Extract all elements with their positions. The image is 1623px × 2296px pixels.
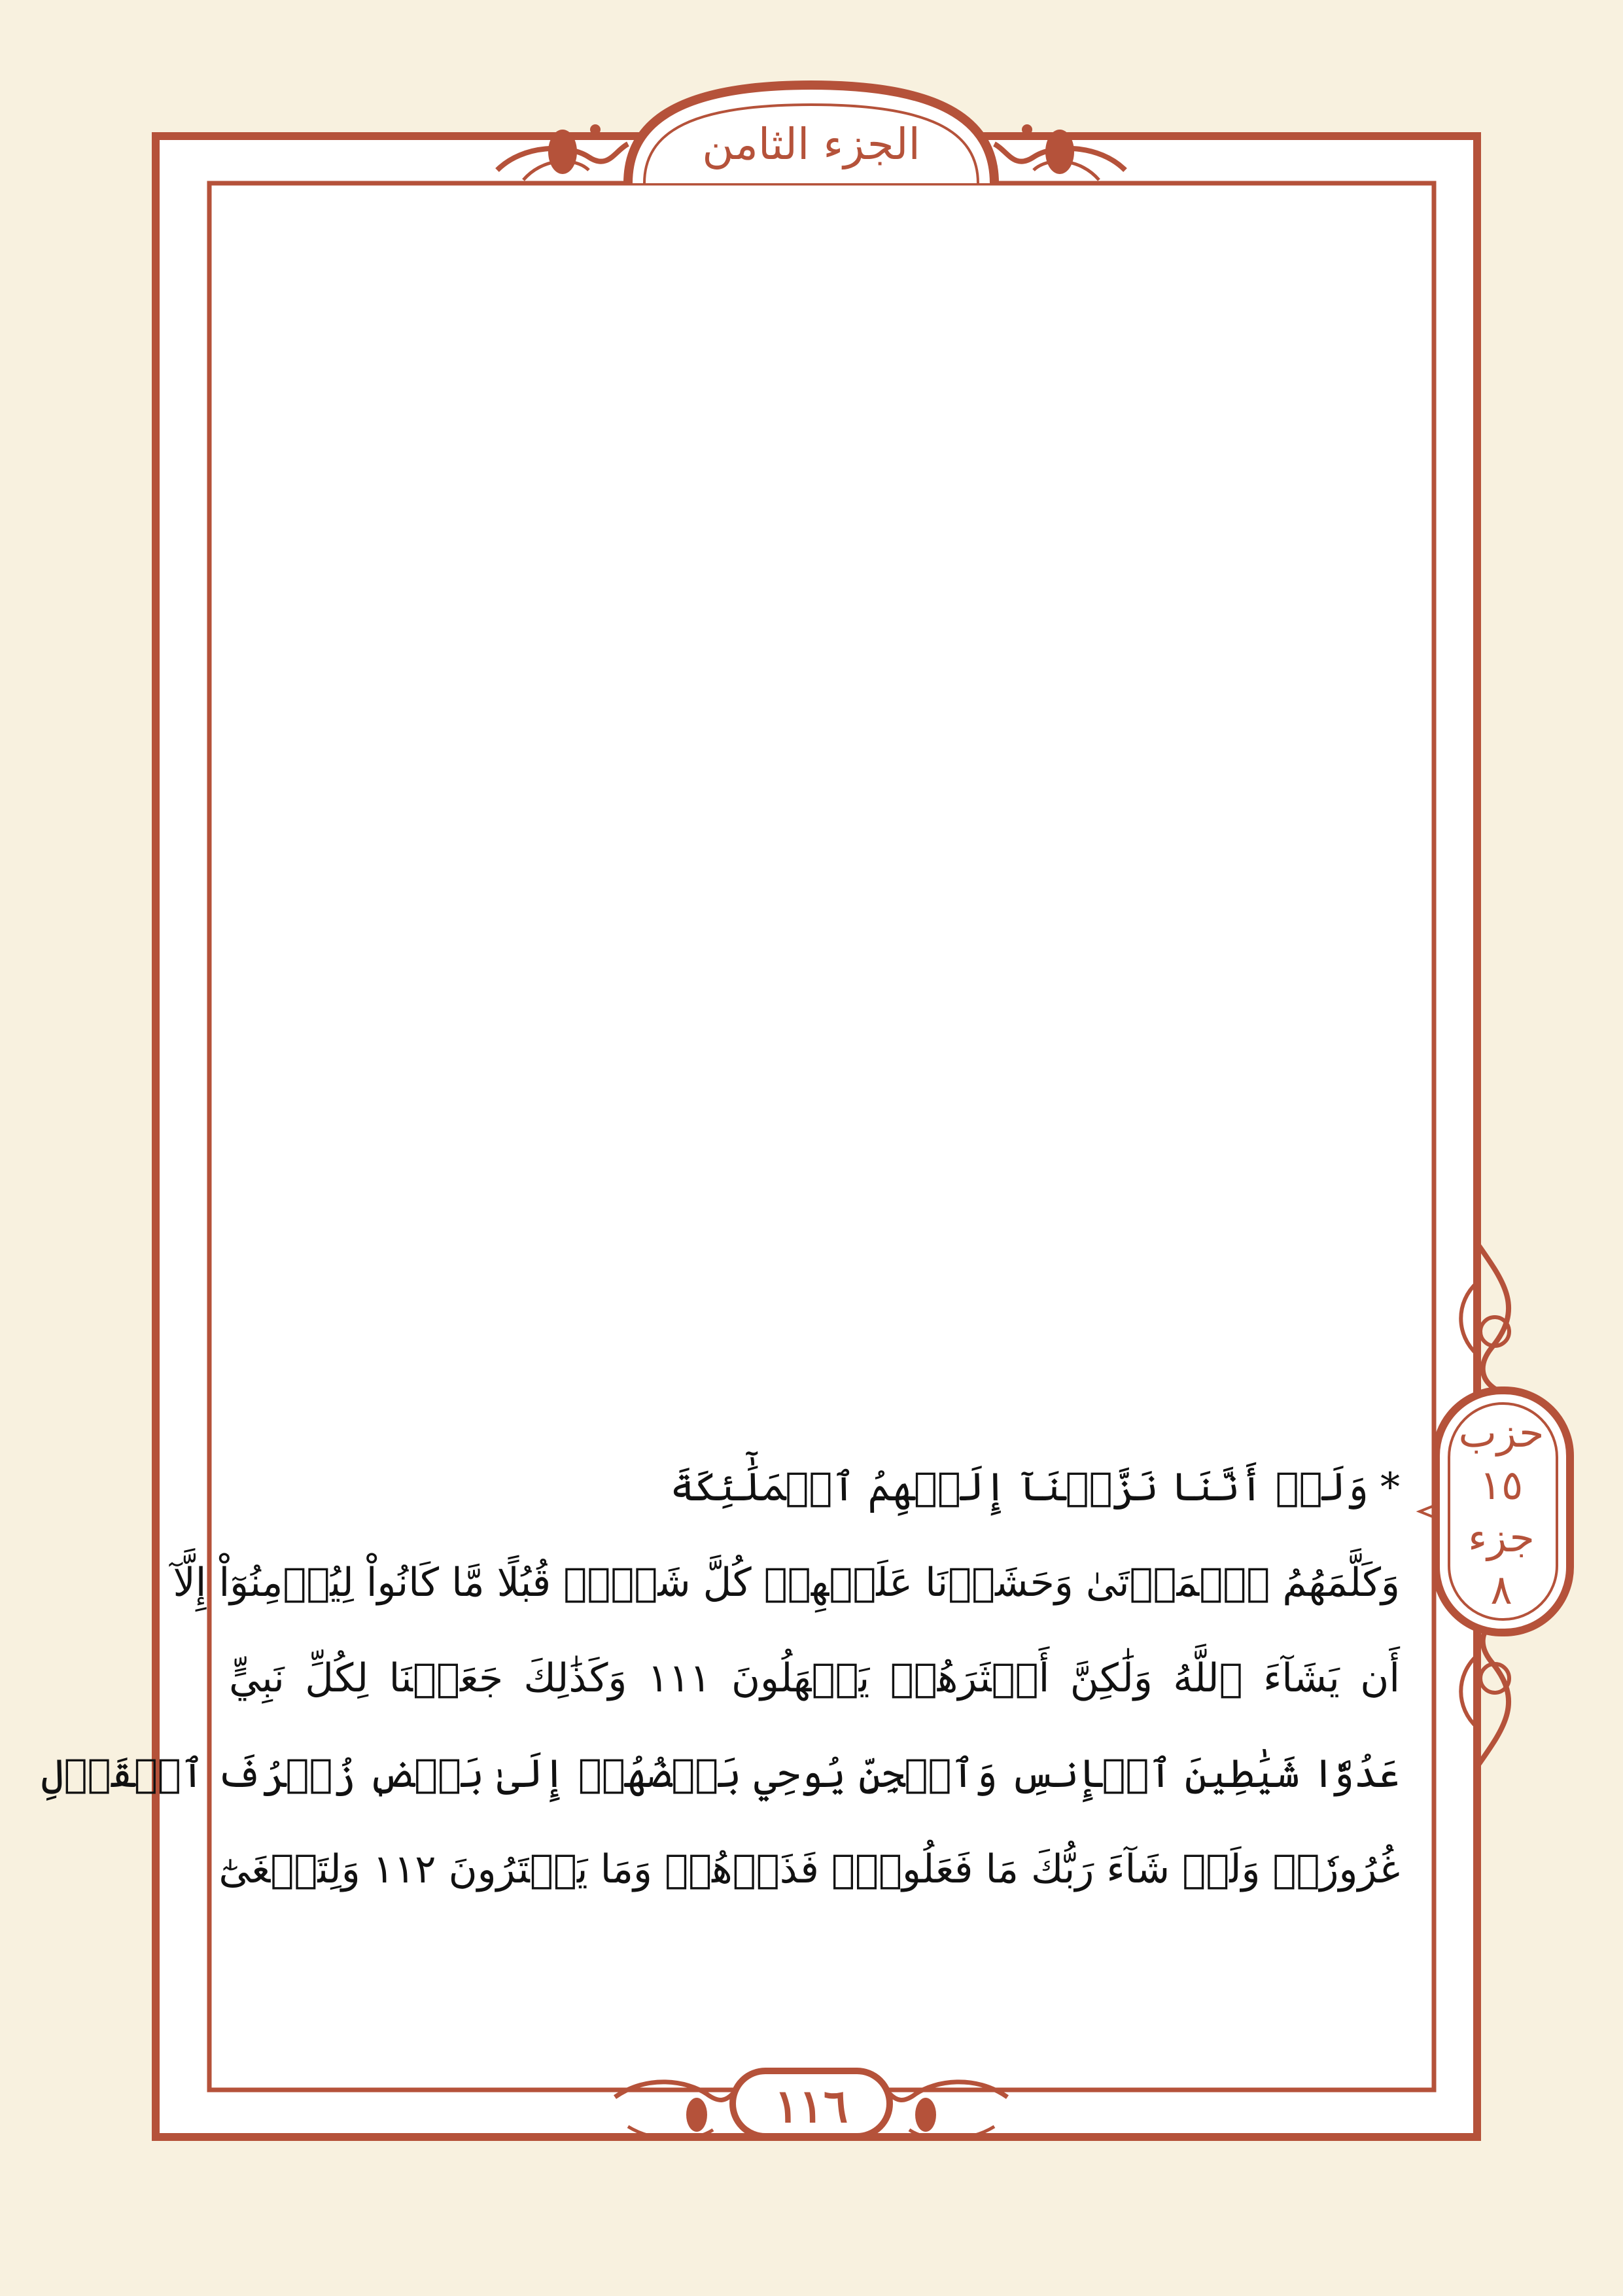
verse-line: أَن يَشَآءَ ٱللَّهُ وَلَٰكِنَّ أَكۡثَرَهُمۡ يَجۡهَلُونَ ١١١ وَكَذَٰلِكَ جَعَلۡنَا لِكُلِّ نَبِيٍّ bbox=[229, 1655, 1400, 1701]
verse-line: وَكَلَّمَهُمُ ٱلۡمَوۡتَىٰ وَحَشَرۡنَا عَلَيۡهِمۡ كُلَّ شَيۡءٖ قُبُلًا مَّا كَانُواْ لِيُؤۡمِنُوٓاْ إِلَّآ bbox=[173, 1560, 1400, 1606]
verse-line bbox=[229, 1439, 1400, 1535]
hizb-label: حزب bbox=[1458, 1409, 1544, 1457]
quran-text bbox=[41, 1439, 1400, 2028]
verse-line: غُرُورٗاۚ وَلَوۡ شَآءَ رَبُّكَ مَا فَعَلُوهُۖ فَذَرۡهُمۡ وَمَا يَفۡتَرُونَ ١١٢ وَلِتَصۡغَىٰٓ bbox=[218, 1846, 1400, 1892]
juz-label: جزء bbox=[1468, 1513, 1535, 1561]
juz-number: ٨ bbox=[1490, 1566, 1512, 1614]
hizb-juz-marker bbox=[1446, 1400, 1557, 1623]
page-number: ١١٦ bbox=[774, 2078, 848, 2133]
rub-marker: * bbox=[1380, 1464, 1400, 1510]
juz-title: الجزء الثامن bbox=[702, 118, 920, 169]
verse-line: عَدُوّٗا شَيَٰطِينَ ٱلۡإِنسِ وَٱلۡجِنِّ يُوحِي بَعۡضُهُمۡ إِلَىٰ بَعۡضٖ زُخۡرُفَ ٱلۡقَوۡلِ bbox=[41, 1751, 1400, 1797]
verse-line-text: وَلَوۡ أَنَّنَا نَزَّلۡنَآ إِلَيۡهِمُ ٱلۡمَلَٰٓئِكَةَ bbox=[670, 1464, 1369, 1510]
hizb-number: ١٥ bbox=[1479, 1461, 1524, 1509]
